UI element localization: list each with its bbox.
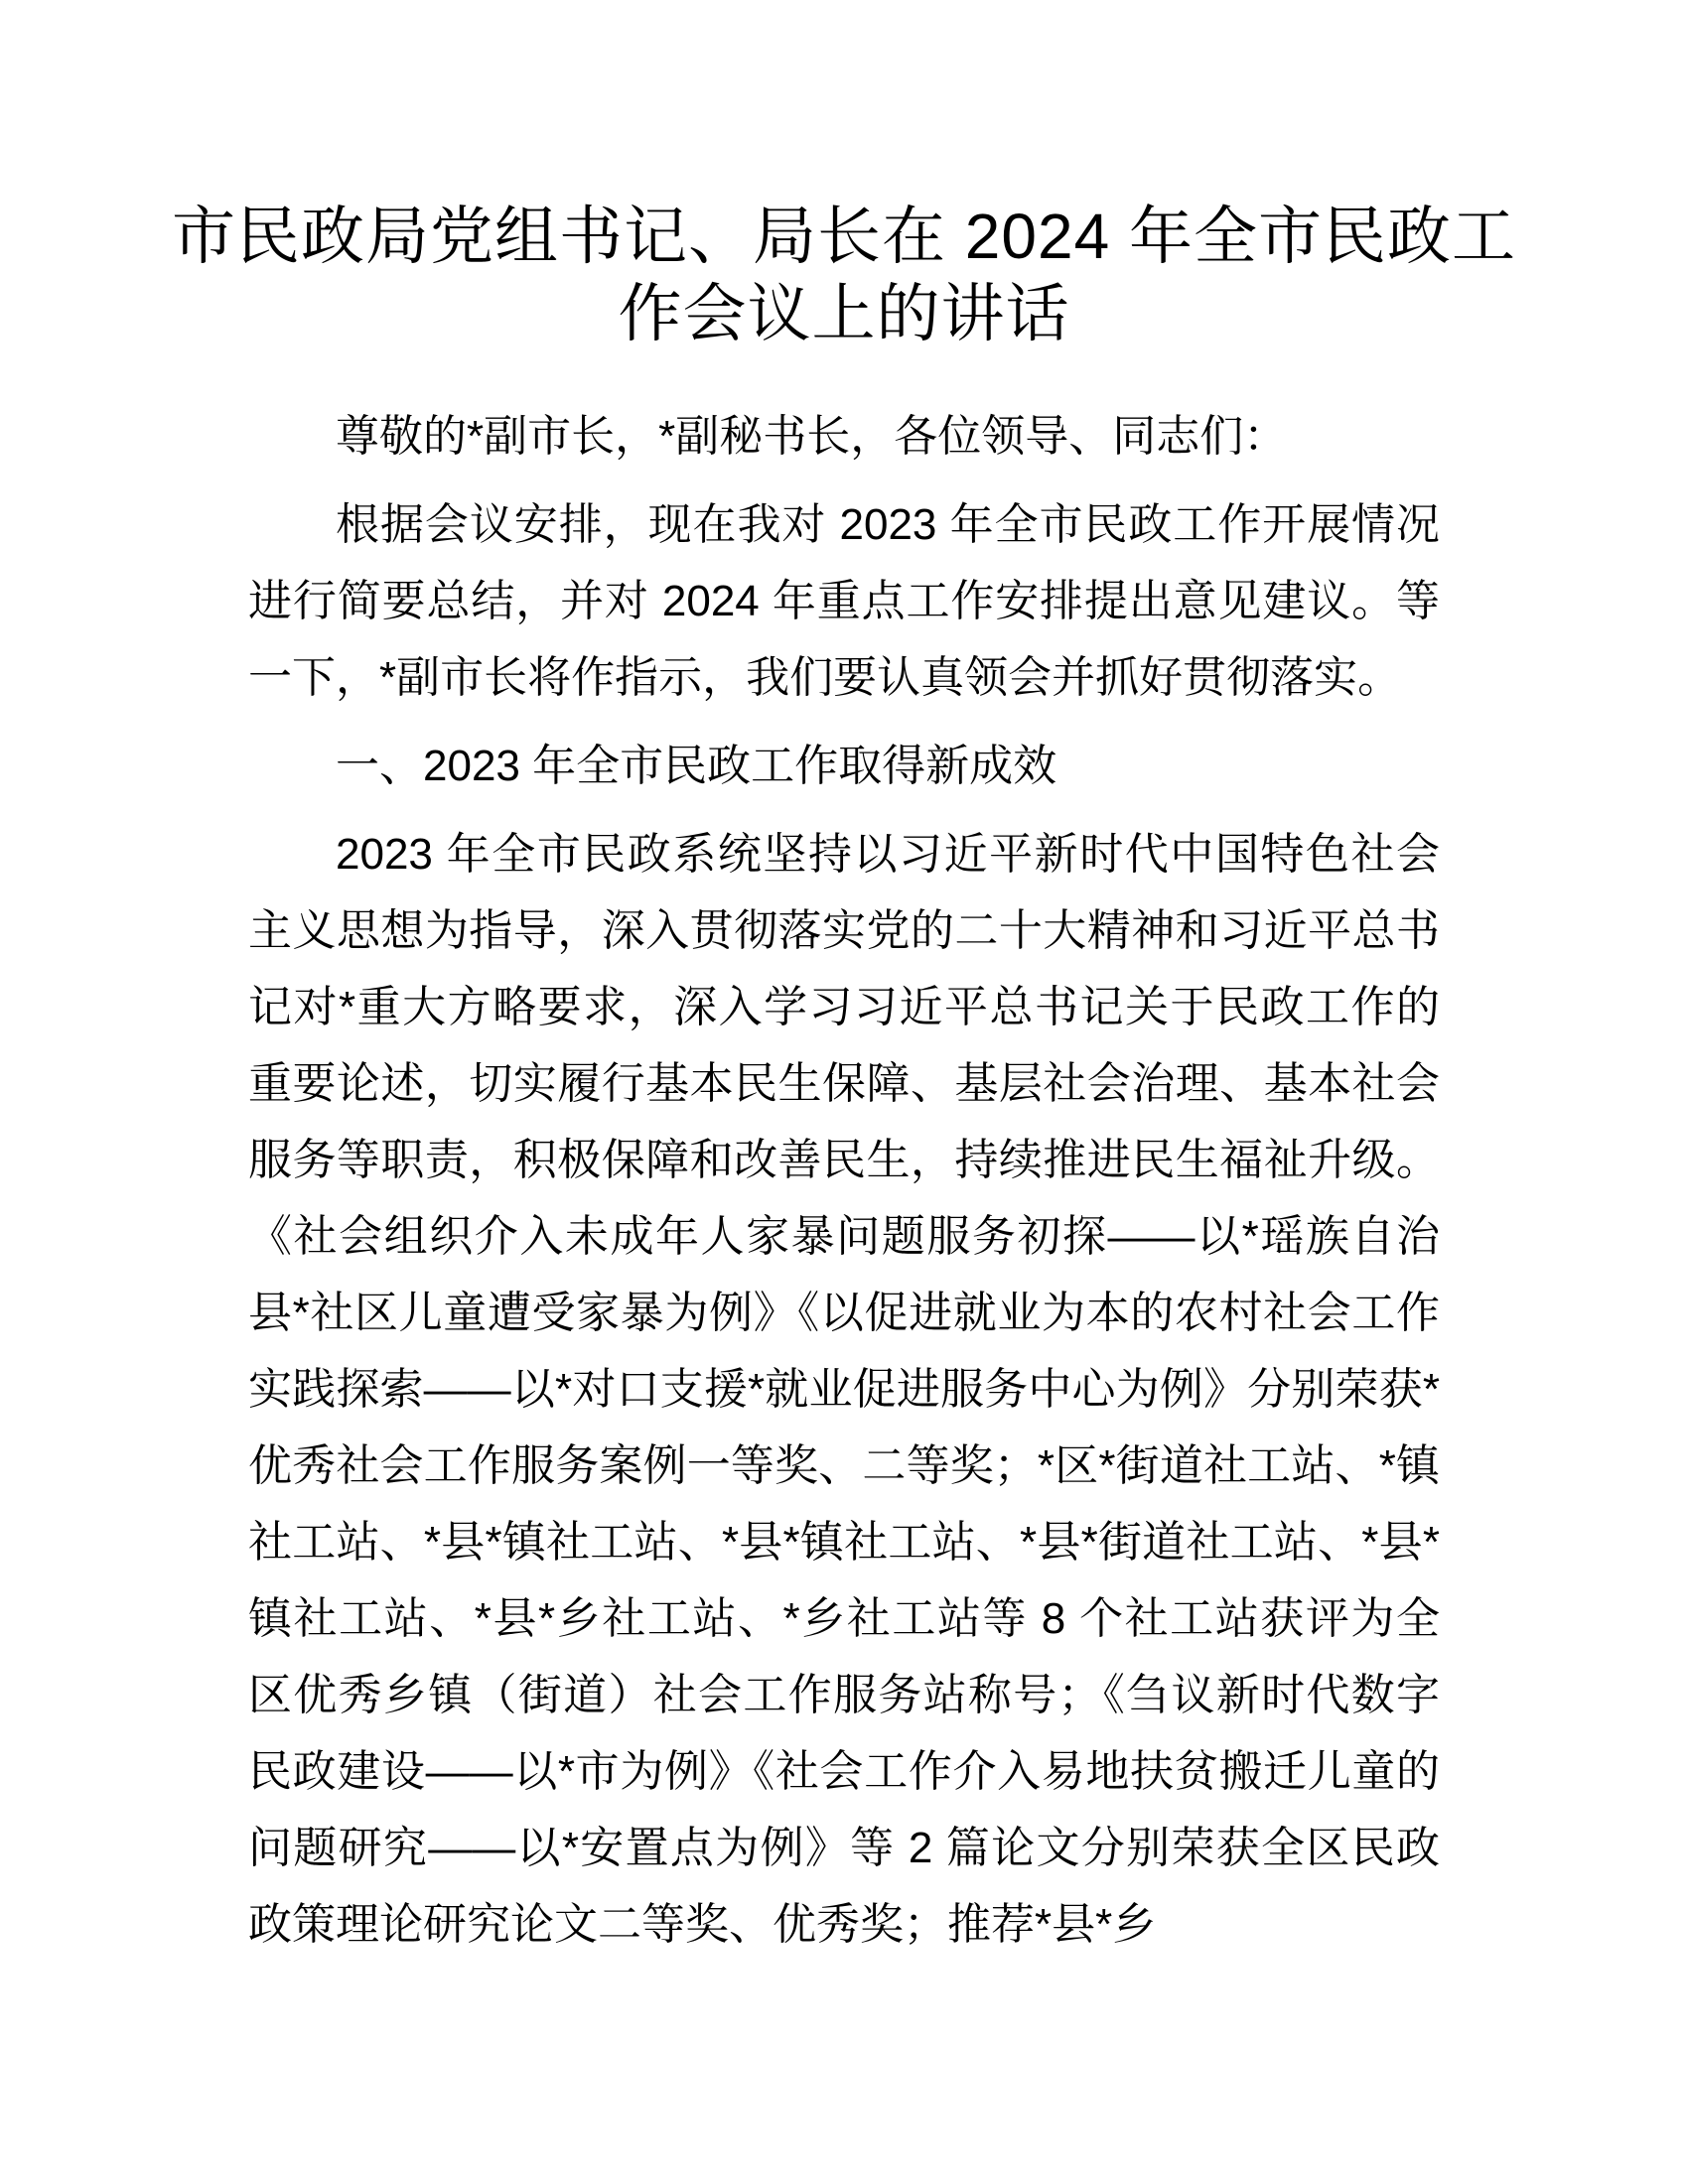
- document-title: 市民政局党组书记、局长在 2024 年全市民政工作会议上的讲话: [172, 201, 1516, 349]
- document-body: [248, 398, 1440, 1963]
- section-1-paragraph: 2023 年全市民政系统坚持以习近平新时代中国特色社会主义思想为指导，深入贯彻落实党的二十大精神和习近平总书记对*重大方略要求，深入学习习近平总书记关于民政工作的重要论述，切实履行基本民生保障、基层社会治理、基本社会服务等职责，积极保障和改善民生，持续推进民生福祉升级。《社会组织介入未成年人家暴问题服务初探——以*瑶族自治县*社区儿童遭受家暴为例》《以促进就业为本的农村社会工作实践探索——以*对口支援*就业促进服务中心为例》分别荣获*优秀社会工作服务案例一等奖、二等奖；*区*街道社工站、*镇社工站、*县*镇社工站、*县*镇社工站、*县*街道社工站、*县*镇社工站、*县*乡社工站、*乡社工站等 8 个社工站获评为全区优秀乡镇（街道）社会工作服务站称号；《刍议新时代数字民政建设——以*市为例》《社会工作介入易地扶贫搬迁儿童的问题研究——以*安置点为例》等 2 篇论文分别荣获全区民政政策理论研究论文二等奖、优秀奖；推荐*县*乡: [248, 830, 1440, 1949]
- salutation-line: 尊敬的*副市长，*副秘书长，各位领导、同志们：: [336, 412, 1288, 461]
- opening-paragraph: 根据会议安排，现在我对 2023 年全市民政工作开展情况进行简要总结，并对 2024 年重点工作安排提出意见建议。等一下，*副市长将作指示，我们要认真领会并抓好贯彻落实。: [248, 500, 1440, 702]
- section-1-heading: 一、2023 年全市民政工作取得新成效: [336, 742, 1057, 790]
